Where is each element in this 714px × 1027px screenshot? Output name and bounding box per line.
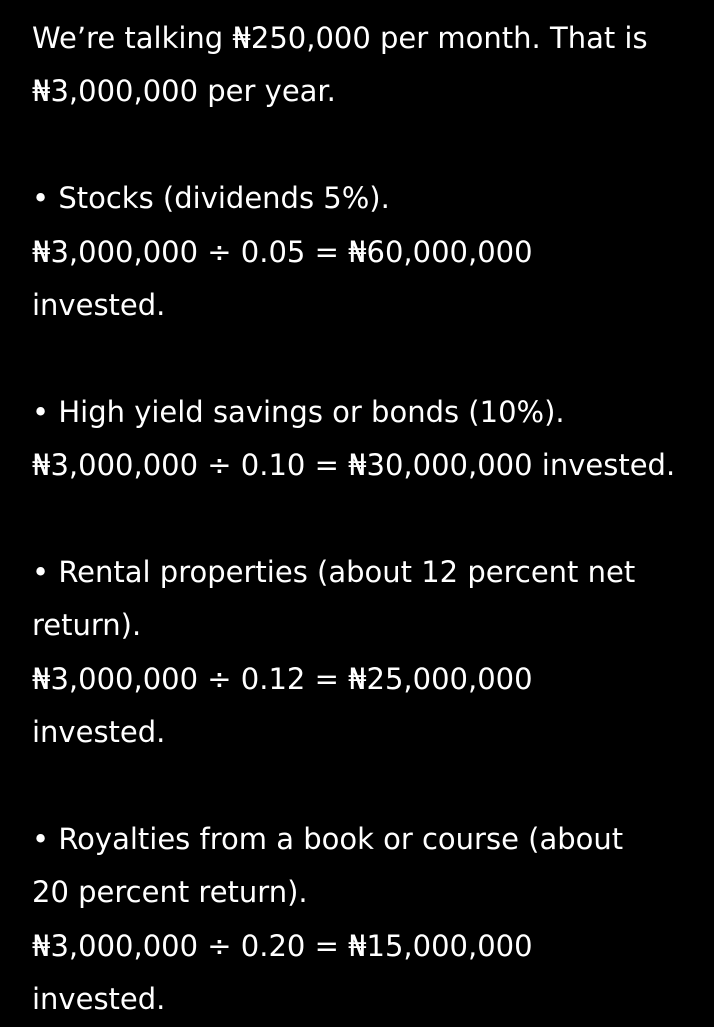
item-heading-cont: 20 percent return). (32, 875, 308, 910)
item-calculation: ₦3,000,000 ÷ 0.20 = ₦15,000,000 (32, 928, 533, 963)
spacer (32, 119, 692, 172)
item-calculation: ₦3,000,000 ÷ 0.12 = ₦25,000,000 (32, 661, 533, 696)
item-heading: • Royalties from a book or course (about (32, 822, 624, 857)
item-heading: • High yield savings or bonds (10%). (32, 394, 565, 429)
item-heading-cont: return). (32, 608, 142, 643)
list-item-royalties (32, 813, 692, 1027)
intro-line-1: We’re talking ₦250,000 per month. That is (32, 21, 648, 55)
list-item-savings-bonds (32, 386, 692, 493)
list-item-stocks (32, 172, 692, 332)
item-calculation: ₦3,000,000 ÷ 0.05 = ₦60,000,000 (32, 234, 533, 269)
item-calculation: ₦3,000,000 ÷ 0.10 = ₦30,000,000 invested. (32, 448, 676, 483)
item-heading: • Rental properties (about 12 percent net (32, 555, 636, 590)
spacer (32, 760, 692, 813)
list-item-rental-properties (32, 546, 692, 760)
item-heading: • Stocks (dividends 5%). (32, 181, 390, 216)
item-calculation-cont: invested. (32, 982, 166, 1017)
intro-line-2: ₦3,000,000 per year. (32, 74, 336, 109)
spacer (32, 332, 692, 385)
item-calculation-cont: invested. (32, 288, 166, 323)
item-calculation-cont: invested. (32, 715, 166, 750)
spacer (32, 493, 692, 546)
text-content (32, 12, 692, 1027)
